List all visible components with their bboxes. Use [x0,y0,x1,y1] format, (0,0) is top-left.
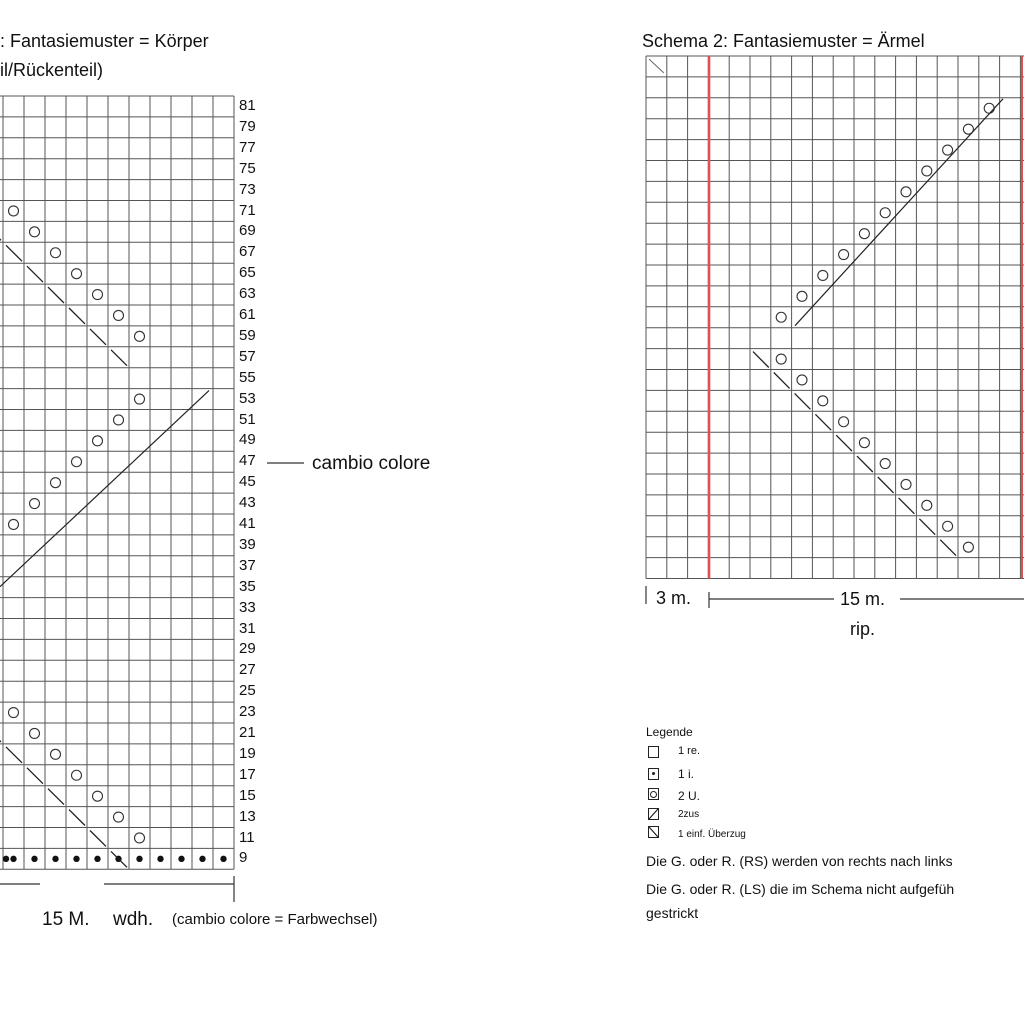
yarn-over-symbol [776,312,786,322]
chart2-repeat-count: 15 m. [840,589,886,609]
row-number: 55 [239,368,256,386]
decrease-symbol [774,373,790,389]
decrease-symbol [795,393,811,409]
yarn-over-symbol [818,396,828,406]
legend-item-label: 1 einf. Überzug [678,829,746,840]
chart2-repeat-label: rip. [850,619,876,639]
row-number: 13 [239,807,256,825]
yarn-over-symbol [922,500,932,510]
chart2-title: Schema 2: Fantasiemuster = Ärmel [642,31,925,51]
row-number: 9 [239,849,248,867]
chart1-title: : Fantasiemuster = Körper [0,31,209,51]
row-number: 39 [239,535,256,553]
row-number: 47 [239,452,256,470]
yarn-over-symbol [776,354,786,364]
yarn-over-symbol [797,375,807,385]
yarn-over-symbol [922,166,932,176]
row-number: 43 [239,494,256,512]
slash-square-icon [648,808,659,820]
row-number: 35 [239,577,256,595]
row-number: 67 [239,243,256,261]
row-number: 59 [239,326,256,344]
row-number: 71 [239,201,256,219]
legend-title: Legende [646,725,693,739]
decrease-symbol [878,477,894,493]
yarn-over-symbol [839,250,849,260]
backslash-square-icon [648,826,659,838]
row-number: 61 [239,306,256,323]
yarn-over-symbol [943,521,953,531]
yarn-over-symbol [818,270,828,280]
row-number: 57 [239,347,256,365]
row-number: 69 [239,222,256,240]
row-number: 17 [239,765,256,783]
legend-note-rs: Die G. oder R. (RS) werden von rechts nach links [646,853,953,869]
decrease-symbol [815,414,831,430]
row-number: 65 [239,264,256,282]
decrease-symbol [899,498,915,514]
decrease-symbol [857,456,873,472]
yarn-over-symbol [963,542,973,552]
annotation-color-change: cambio colore [312,454,431,473]
row-number: 19 [239,744,256,762]
yarn-over-symbol [839,417,849,427]
row-number: 25 [239,682,256,700]
row-number: 63 [239,285,256,303]
row-number: 51 [239,410,256,428]
legend-note-knit: gestrickt [646,905,699,921]
row-number: 27 [239,661,256,679]
legend-item-label: 1 re. [678,745,701,757]
chart1-stitch-count: 15 M. [42,909,90,930]
decrease-symbol [919,519,935,535]
yarn-over-symbol [901,479,911,489]
row-number: 41 [239,515,256,532]
row-number: 45 [239,473,256,491]
row-number: 15 [239,786,256,804]
legend-item-label: 2 U. [678,789,701,803]
legend-note-ls: Die G. oder R. (LS) die im Schema nicht aufgefüh [646,881,955,897]
diagonal-line [795,99,1003,326]
yarn-over-symbol [797,291,807,301]
row-number: 53 [239,389,256,407]
decrease-symbol [753,352,769,368]
circle-square-icon [648,788,659,800]
yarn-over-symbol [859,229,869,239]
row-number: 77 [239,138,256,156]
row-number: 49 [239,431,256,449]
row-number: 33 [239,598,256,616]
row-number: 79 [239,117,256,135]
decrease-symbol [940,540,956,556]
empty-square-icon [648,746,659,758]
row-number: 75 [239,159,256,177]
row-number: 11 [239,828,255,846]
row-number: 23 [239,703,256,721]
row-number: 29 [239,640,256,658]
legend-item-label: 1 i. [678,767,695,781]
yarn-over-symbol [901,187,911,197]
chart1-repeat-label: wdh. [113,909,154,930]
yarn-over-symbol [859,438,869,448]
corner-mark [649,59,664,73]
chart2-edge-count: 3 m. [656,588,692,608]
chart1-subtitle: il/Rückenteil) [0,60,104,80]
row-number: 21 [239,724,256,741]
yarn-over-symbol [984,103,994,113]
dot-square-icon [648,768,659,780]
decrease-symbol [836,435,852,451]
chart1-note: (cambio colore = Farbwechsel) [172,911,378,928]
yarn-over-symbol [880,208,890,218]
row-number: 37 [239,556,256,574]
yarn-over-symbol [943,145,953,155]
yarn-over-symbol [880,459,890,469]
legend-item-label: 2zus [678,809,700,820]
row-number: 73 [239,180,256,198]
row-number: 81 [239,97,256,114]
row-number: 31 [239,619,256,637]
